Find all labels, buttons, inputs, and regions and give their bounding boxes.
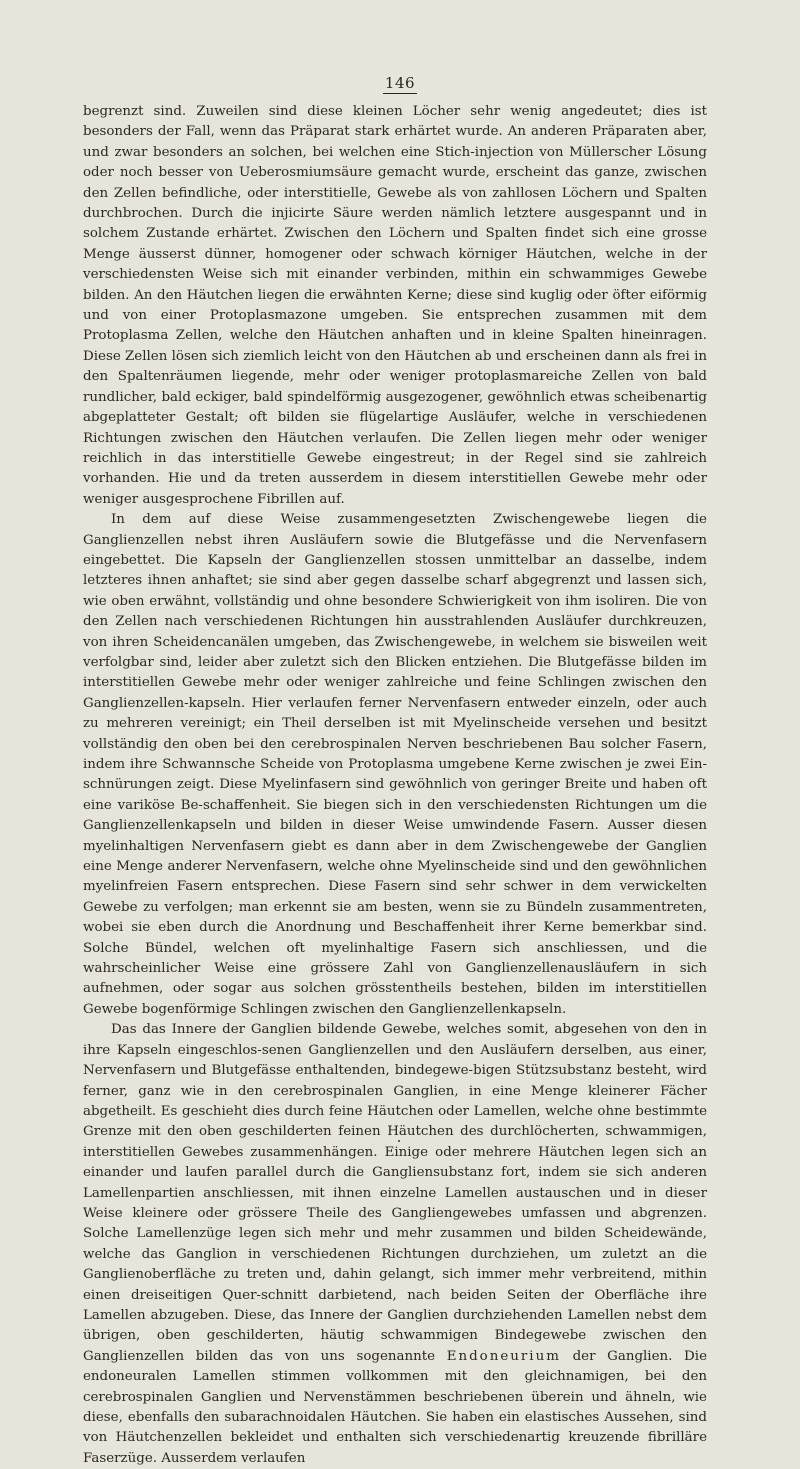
print-speck bbox=[398, 1140, 400, 1142]
page-number-text: 146 bbox=[384, 74, 416, 92]
paragraph-3-text-before: Das das Innere der Ganglien bildende Gewebe, welches somit, abgesehen von den in ihre Kapseln eingeschlos-senen Ganglienzellen und den Ausläufern derselben, aus einer, Nervenfasern und Blutgefässe enthaltenden, bindegewe-bigen Stützsubstanz besteht, wird ferner, ganz wie in den cerebrospinalen Ganglien, in eine Menge kleinerer Fächer abgetheilt. Es geschieht dies durch feine Häutchen oder Lamellen, welche ohne bestimmte Grenze mit den oben geschilderten feinen Häutchen des durchlöcherten, schwammigen, interstitiellen Gewebes zusammenhängen. Einige oder mehrere Häutchen legen sich an einander und laufen parallel durch die Gangliensubstanz fort, indem sie sich anderen Lamellenpartien anschliessen, mit ihnen einzelne Lamellen austauschen und in dieser Weise kleinere oder grössere Theile des Gangliengewebes umfassen und abgrenzen. Solche Lamellenzüge legen sich mehr und mehr zusammen und bilden Scheidewände, welche das Ganglion in verschiedenen Richtungen durchziehen, um zuletzt an die Ganglienoberfläche zu treten und, dahin gelangt, sich immer mehr verbreitend, mithin einen dreiseitigen Quer-schnitt darbietend, nach beiden Seiten der Oberfläche ihre Lamellen abzugeben. Diese, das Innere der Ganglien durchziehenden Lamellen nebst dem übrigen, oben geschilderten, häutig schwammigen Bindegewebe zwischen den Ganglienzellen bilden das von uns sogenannte bbox=[83, 1022, 707, 1364]
paragraph-1: begrenzt sind. Zuweilen sind diese kleinen Löcher sehr wenig angedeutet; dies ist besonders der Fall, wenn das Präparat stark erhärtet wurde. An anderen Präparaten aber, und zwar besonders an solchen, bei welchen eine Stich-injection von Müllerscher Lösung oder noch besser von Ueberosmiumsäure gemacht wurde, erscheint das ganze, zwischen den Zellen befindliche, oder interstitielle, Gewebe als von zahllosen Löchern und Spalten durchbrochen. Durch die injicirte Säure werden nämlich letztere ausgespannt und in solchem Zustande erhärtet. Zwischen den Löchern und Spalten findet sich eine grosse Menge äusserst dünner, homogener oder schwach körniger Häutchen, welche in der verschiedensten Weise sich mit einander verbinden, mithin ein schwammiges Gewebe bilden. An den Häutchen liegen die erwähnten Kerne; diese sind kuglig oder öfter eiförmig und von einer Protoplasmazone umgeben. Sie entsprechen zusammen mit dem Protoplasma Zellen, welche den Häutchen anhaften und in kleine Spalten hineinragen. Diese Zellen lösen sich ziemlich leicht von den Häutchen ab und erscheinen dann als frei in den Spaltenräumen liegende, mehr oder weniger protoplasmareiche Zellen von bald rundlicher, bald eckiger, bald spindelförmig ausgezogener, gewöhnlich etwas scheibenartig abgeplatteter Gestalt; oft bilden sie flügelartige Ausläufer, welche in verschiedenen Richtungen zwischen den Häutchen verlaufen. Die Zellen liegen mehr oder weniger reichlich in das interstitielle Gewebe eingestreut; in der Regel sind sie zahlreich vorhanden. Hie und da treten ausserdem in diesem interstitiellen Gewebe mehr oder weniger ausgesprochene Fibrillen auf. bbox=[83, 104, 707, 507]
page-number bbox=[0, 74, 800, 94]
body-text bbox=[83, 102, 707, 1469]
paragraph-2: In dem auf diese Weise zusammengesetzten Zwischengewebe liegen die Ganglienzellen nebst ihren Ausläufern sowie die Blutgefässe und die Nervenfasern eingebettet. Die Kapseln der Ganglienzellen stossen unmittelbar an dasselbe, indem letzteres ihnen anhaftet; sie sind aber gegen dasselbe scharf abgegrenzt und lassen sich, wie oben erwähnt, vollständig und ohne besondere Schwierigkeit von ihm isoliren. Die von den Zellen nach verschiedenen Richtungen hin ausstrahlenden Ausläufer durchkreuzen, von ihren Scheidencanälen umgeben, das Zwischengewebe, in welchem sie bisweilen weit verfolgbar sind, leider aber zuletzt sich den Blicken entziehen. Die Blutgefässe bilden im interstitiellen Gewebe mehr oder weniger zahlreiche und feine Schlingen zwischen den Ganglienzellen-kapseln. Hier verlaufen ferner Nervenfasern entweder einzeln, oder auch zu mehreren vereinigt; ein Theil derselben ist mit Myelinscheide versehen und besitzt vollständig den oben bei den cerebrospinalen Nerven beschriebenen Bau solcher Fasern, indem ihre Schwannsche Scheide von Protoplasma umgebene Kerne zwischen je zwei Ein-schnürungen zeigt. Diese Myelinfasern sind gewöhnlich von geringer Breite und haben oft eine variköse Be-schaffenheit. Sie biegen sich in den verschiedensten Richtungen um die Ganglienzellenkapseln und bilden in dieser Weise umwindende Fasern. Ausser diesen myelinhaltigen Nervenfasern giebt es dann aber in dem Zwischengewebe der Ganglien eine Menge anderer Nervenfasern, welche ohne Myelinscheide sind und den gewöhnlichen myelinfreien Fasern entsprechen. Diese Fasern sind sehr schwer in dem verwickelten Gewebe zu verfolgen; man erkennt sie am besten, wenn sie zu Bündeln zusammentreten, wobei sie eben durch die Anordnung und Beschaffenheit ihrer Kerne bemerkbar sind. Solche Bündel, welchen oft myelinhaltige Fasern sich anschliessen, und die wahrscheinlicher Weise eine grössere Zahl von Ganglienzellenausläufern in sich aufnehmen, oder sogar aus solchen grösstentheils bestehen, bilden im interstitiellen Gewebe bogenförmige Schlingen zwischen den Ganglienzellenkapseln. bbox=[83, 512, 707, 1017]
endoneurium-term: Endoneurium bbox=[446, 1348, 561, 1364]
paragraph-3-text-after: der Ganglien. Die endoneuralen Lamellen stimmen vollkommen mit den gleichnamigen, bei den cerebrospinalen Ganglien und Nervenstämmen beschriebenen überein und ähneln, wie diese, ebenfalls den subarachnoidalen Häutchen. Sie haben ein elastisches Aussehen, sind von Häutchenzellen bekleidet und enthalten sich verschiedenartig kreuzende fibrilläre Faserzüge. Ausserdem verlaufen bbox=[83, 1348, 707, 1466]
paragraph-3 bbox=[83, 1020, 707, 1469]
